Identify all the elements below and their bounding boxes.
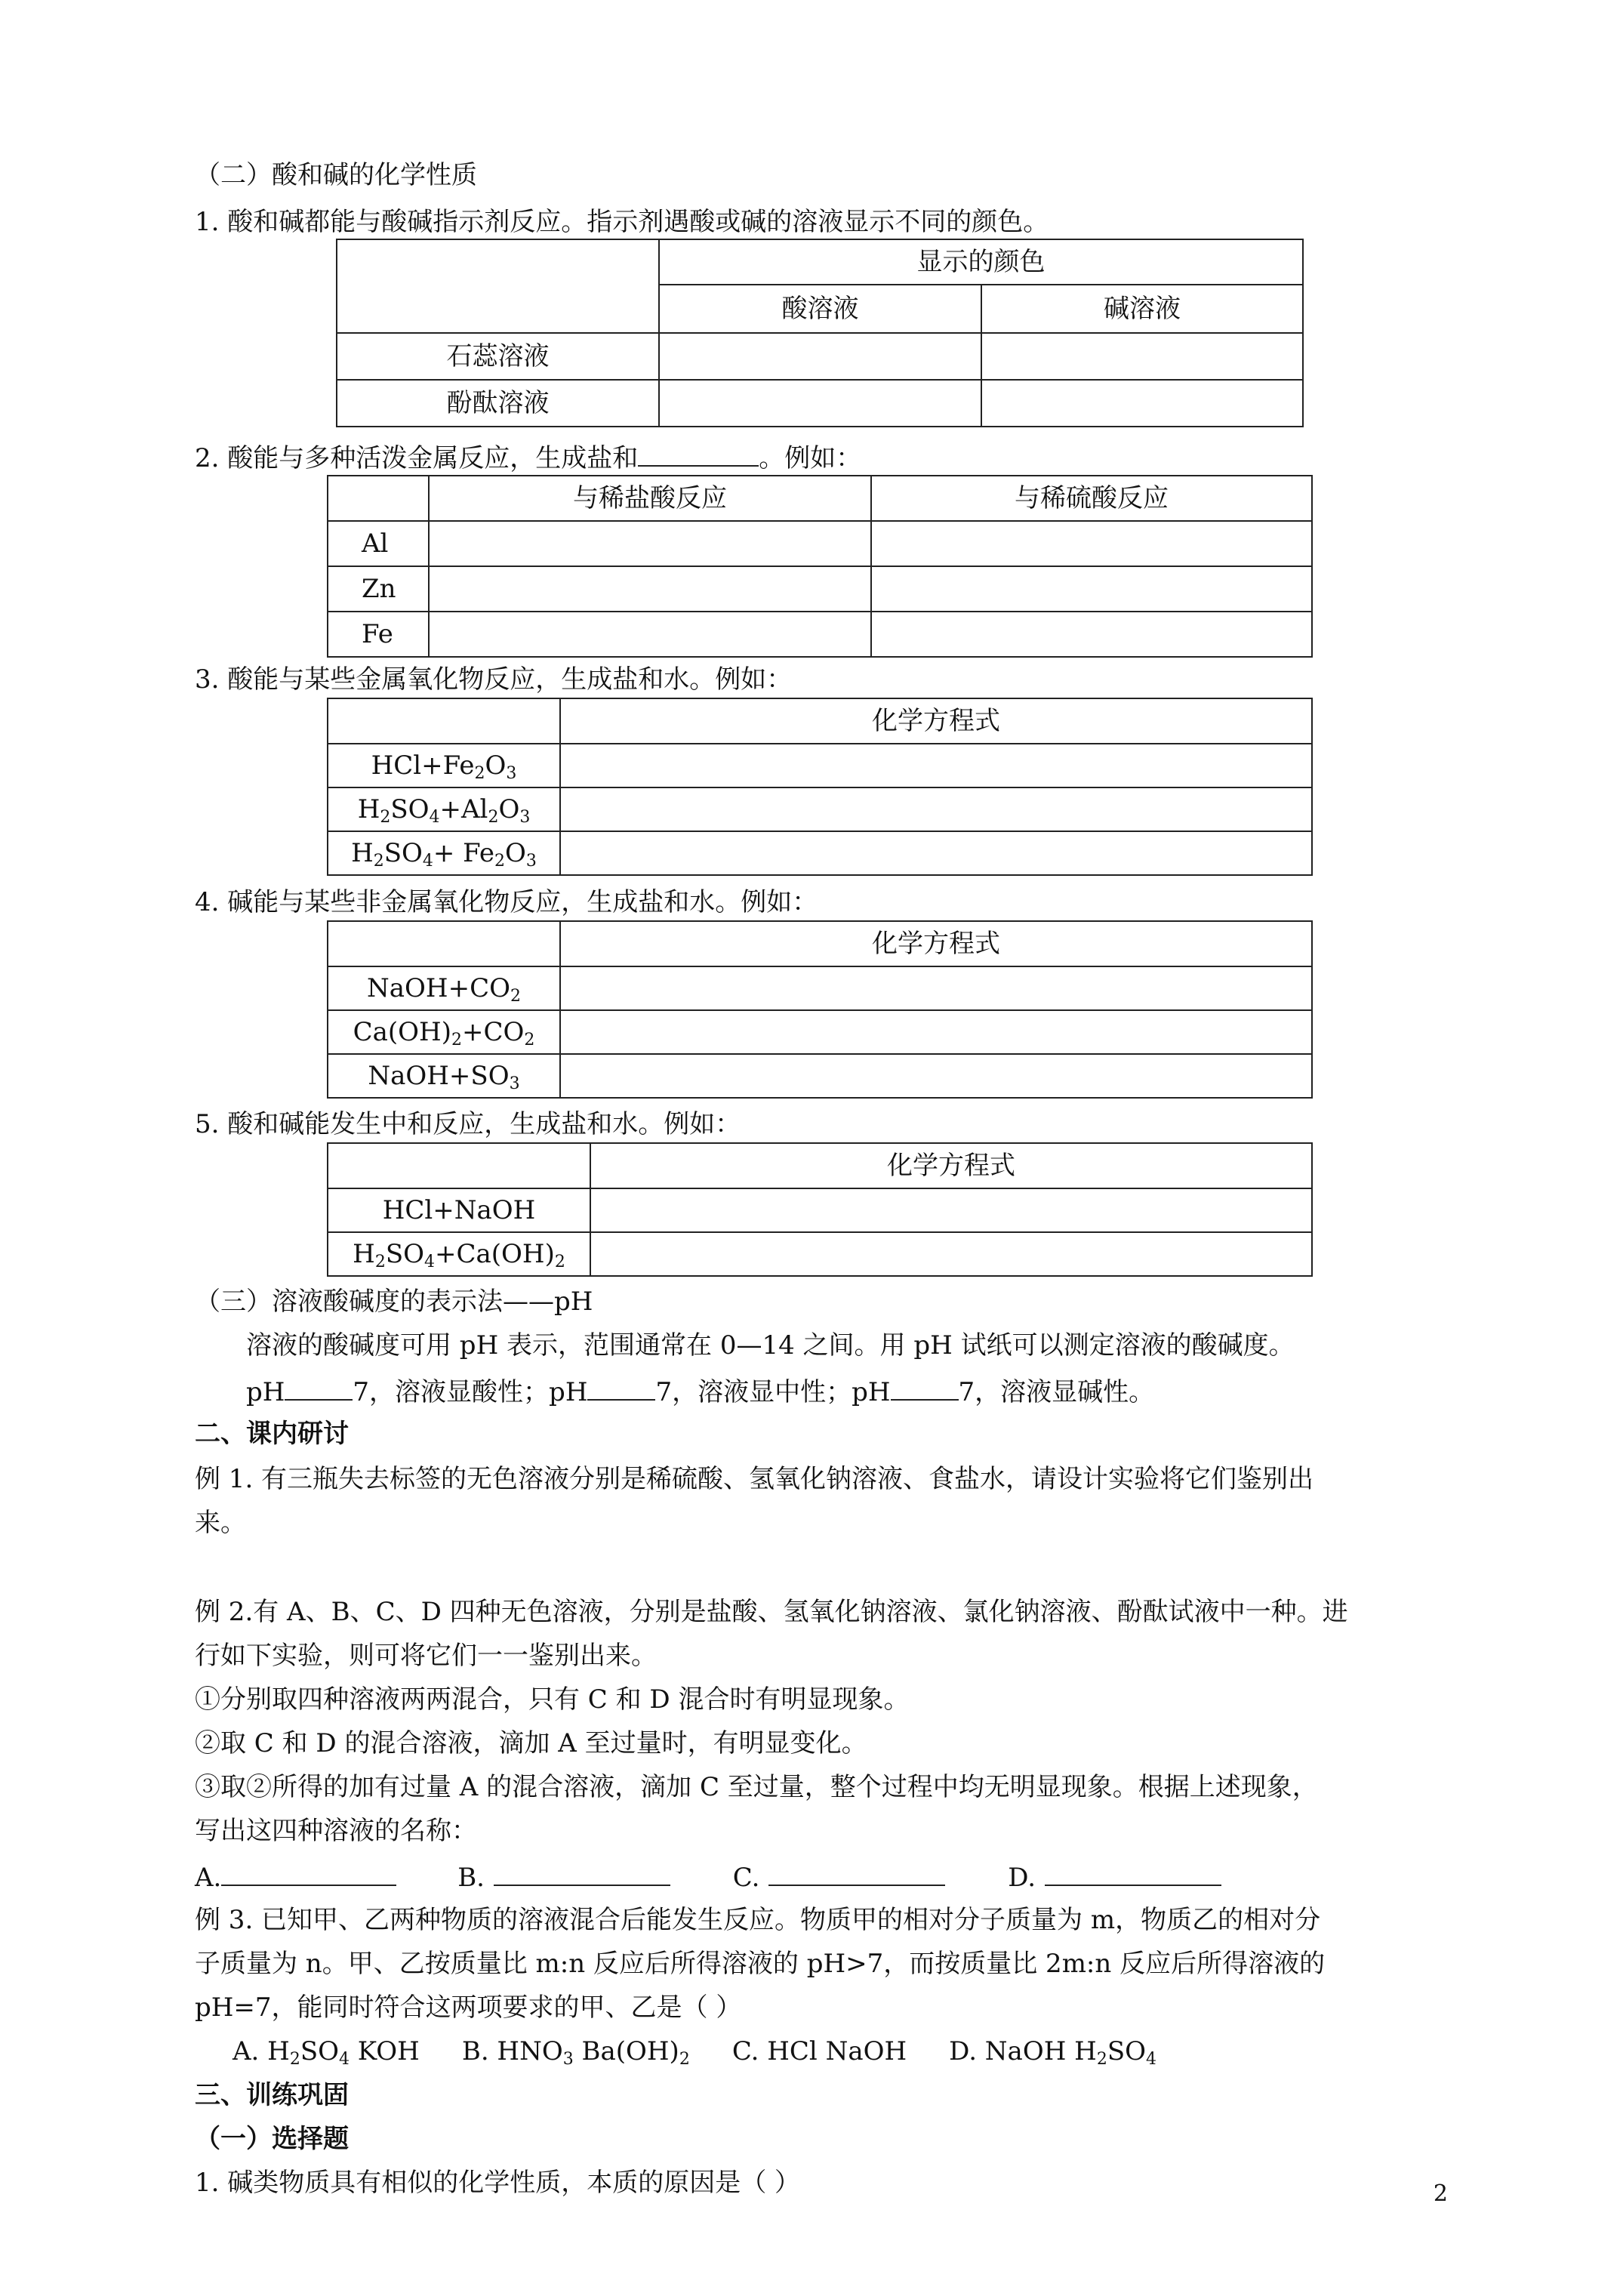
header-acid-solution: 酸溶液	[659, 285, 981, 333]
answer-cell	[659, 380, 981, 427]
answer-cell	[560, 831, 1312, 875]
option-a[interactable]: A. $H_2SO_4$ KOH	[233, 2036, 420, 2069]
answer-cell	[871, 521, 1312, 566]
example3-line2: 子质量为 n。甲、乙按质量比 m:n 反应后所得溶液的 pH>7，而按质量比 2m:n 反应后所得溶液的	[195, 1949, 1326, 1979]
fill-blank[interactable]	[285, 1376, 353, 1401]
option-b[interactable]: B. $HNO_3$ $Ba(OH)_2$	[461, 2036, 690, 2069]
answer-cell	[429, 521, 871, 566]
row-h2so4-al2o3: $H_2SO_4+Al_2O_3$	[328, 787, 560, 831]
row-al: Al	[328, 521, 429, 566]
indicator-color-table	[336, 239, 1304, 427]
page-number: 2	[1433, 2180, 1448, 2207]
answer-cell	[560, 787, 1312, 831]
option-d[interactable]: D. NaOH $H_2SO_4$	[949, 2036, 1156, 2069]
answer-cell	[981, 333, 1303, 380]
answer-cell	[871, 612, 1312, 657]
example3-options	[233, 2036, 1156, 2069]
row-litmus: 石蕊溶液	[337, 333, 659, 380]
paragraph-neutralization: 5. 酸和碱能发生中和反应，生成盐和水。例如：	[195, 1109, 741, 1139]
part-heading-in-class-study: 二、课内研讨	[195, 1419, 349, 1449]
answer-blank-c[interactable]	[768, 1862, 945, 1886]
header-dilute-hcl: 与稀盐酸反应	[429, 476, 871, 521]
answer-line-abcd: A. B. C. D.	[195, 1862, 1221, 1891]
empty-corner-cell	[328, 698, 560, 744]
header-display-color: 显示的颜色	[659, 239, 1303, 285]
example3-line3: pH=7，能同时符合这两项要求的甲、乙是（ ）	[195, 1992, 742, 2023]
option-c[interactable]: C. HCl NaOH	[731, 2036, 907, 2066]
answer-cell	[590, 1232, 1312, 1276]
section-heading-chemical-properties: （二）酸和碱的化学性质	[195, 160, 477, 190]
row-caoh2-co2: $Ca(OH)_2+CO_2$	[328, 1010, 560, 1054]
answer-cell	[560, 744, 1312, 787]
example2-step1: ①分别取四种溶液两两混合，只有 C 和 D 混合时有明显现象。	[195, 1684, 910, 1715]
example1-line2: 来。	[195, 1508, 246, 1538]
header-base-solution: 碱溶液	[981, 285, 1303, 333]
paragraph-ph-blanks: pH 7，溶液显酸性；pH 7，溶液显中性；pH 7，溶液显碱性。	[246, 1377, 1155, 1407]
paragraph-indicator: 1. 酸和碱都能与酸碱指示剂反应。指示剂遇酸或碱的溶液显示不同的颜色。	[195, 207, 1049, 237]
acid-metal-table	[327, 475, 1313, 658]
fill-blank[interactable]	[891, 1376, 959, 1401]
row-fe: Fe	[328, 612, 429, 657]
acid-oxide-table	[327, 698, 1313, 876]
answer-cell	[560, 1054, 1312, 1098]
row-zn: Zn	[328, 566, 429, 612]
row-h2so4-caoh2: $H_2SO_4+Ca(OH)_2$	[328, 1232, 590, 1276]
example2-step3: ③取②所得的加有过量 A 的混合溶液，滴加 C 至过量，整个过程中均无明显现象。根据上述现象，	[195, 1772, 1318, 1802]
row-hcl-fe2o3: $HCl+Fe_2O_3$	[328, 744, 560, 787]
base-oxide-table	[327, 920, 1313, 1099]
part-heading-training: 三、训练巩固	[195, 2080, 349, 2110]
header-equation: 化学方程式	[590, 1143, 1312, 1188]
empty-corner-cell	[328, 476, 429, 521]
neutralization-table	[327, 1142, 1313, 1277]
row-naoh-co2: $NaOH+CO_2$	[328, 966, 560, 1010]
row-phenolphthalein: 酚酞溶液	[337, 380, 659, 427]
paragraph-base-nonmetal-oxide: 4. 碱能与某些非金属氧化物反应，生成盐和水。例如：	[195, 887, 818, 917]
answer-blank-a[interactable]	[221, 1862, 396, 1886]
answer-cell	[560, 966, 1312, 1010]
empty-corner-cell	[337, 239, 659, 333]
header-equation: 化学方程式	[560, 921, 1312, 966]
header-equation: 化学方程式	[560, 698, 1312, 744]
example2-line1: 例 2.有 A、B、C、D 四种无色溶液，分别是盐酸、氢氧化钠溶液、氯化钠溶液、酚酞试液中一种。进	[195, 1597, 1348, 1627]
answer-cell	[981, 380, 1303, 427]
empty-corner-cell	[328, 921, 560, 966]
example3-line1: 例 3. 已知甲、乙两种物质的溶液混合后能发生反应。物质甲的相对分子质量为 m，物质乙的相对分	[195, 1905, 1321, 1935]
answer-blank-b[interactable]	[494, 1862, 670, 1886]
paragraph-acid-metal: 2. 酸能与多种活泼金属反应，生成盐和 。例如：	[195, 443, 862, 473]
header-dilute-h2so4: 与稀硫酸反应	[871, 476, 1312, 521]
answer-cell	[560, 1010, 1312, 1054]
answer-blank-d[interactable]	[1045, 1862, 1221, 1886]
answer-cell	[659, 333, 981, 380]
example2-step4: 写出这四种溶液的名称：	[195, 1816, 477, 1846]
answer-cell	[429, 612, 871, 657]
example2-step2: ②取 C 和 D 的混合溶液，滴加 A 至过量时，有明显变化。	[195, 1728, 867, 1758]
question1: 1. 碱类物质具有相似的化学性质，本质的原因是（ ）	[195, 2168, 801, 2198]
example2-line2: 行如下实验，则可将它们一一鉴别出来。	[195, 1641, 657, 1671]
answer-cell	[871, 566, 1312, 612]
paragraph-ph-range: 溶液的酸碱度可用 pH 表示，范围通常在 0—14 之间。用 pH 试纸可以测定溶液的酸碱度。	[246, 1330, 1295, 1361]
fill-blank[interactable]	[638, 442, 759, 467]
row-naoh-so3: $NaOH+SO_3$	[328, 1054, 560, 1098]
answer-cell	[590, 1188, 1312, 1232]
fill-blank[interactable]	[587, 1376, 655, 1401]
row-h2so4-fe2o3: $H_2SO_4+ Fe_2O_3$	[328, 831, 560, 875]
empty-corner-cell	[328, 1143, 590, 1188]
example1-line1: 例 1. 有三瓶失去标签的无色溶液分别是稀硫酸、氢氧化钠溶液、食盐水，请设计实验将它们鉴别出	[195, 1464, 1314, 1494]
paragraph-acid-metal-oxide: 3. 酸能与某些金属氧化物反应，生成盐和水。例如：	[195, 664, 793, 695]
answer-cell	[429, 566, 871, 612]
row-hcl-naoh: HCl+NaOH	[328, 1188, 590, 1232]
sub-heading-multiple-choice: （一）选择题	[195, 2124, 349, 2154]
section-heading-ph: （三）溶液酸碱度的表示法——pH	[195, 1287, 593, 1317]
